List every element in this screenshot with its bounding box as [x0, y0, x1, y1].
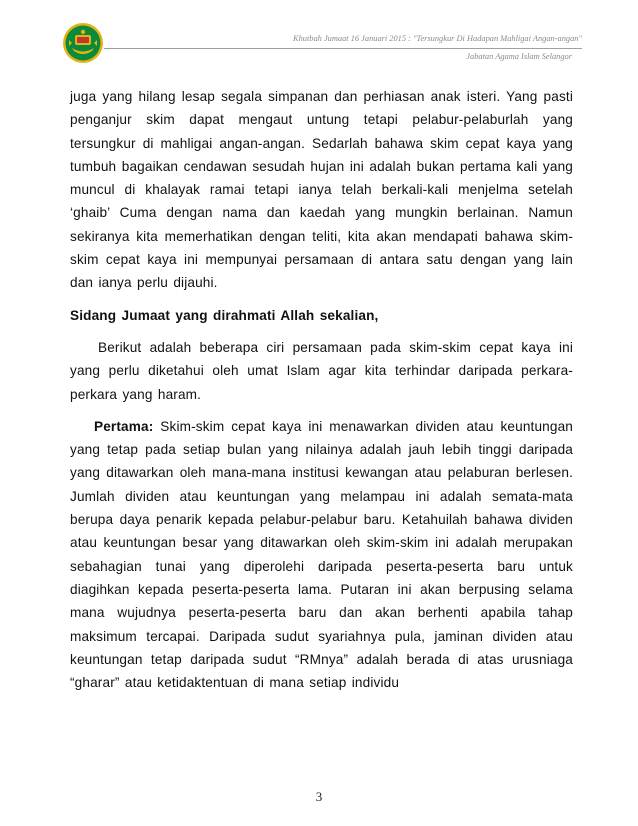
- document-body: [70, 85, 573, 703]
- jais-emblem-icon: [62, 22, 104, 64]
- paragraph-lead: Pertama:: [94, 418, 154, 434]
- paragraph: juga yang hilang lesap segala simpanan dan perhiasan anak isteri. Yang pasti penganjur skim dapat mengaut untung tetapi pelabur-pelaburlah yang tersungkur di mahligai angan-angan. Sedarlah bahawa skim cepat kaya yang tumbuh bagaikan cendawan sesudah hujan ini adalah bukan pertama kali yang muncul di khalayak ramai tetapi ianya telah berkali-kali menjelma setelah ‘ghaib’ Cuma dengan nama dan kaedah yang mungkin berlainan. Namun sekiranya kita memerhatikan dengan teliti, kita akan mendapati bahawa skim-skim cepat kaya ini mempunyai persamaan di antara satu dengan yang lain dan ianya perlu dijauhi.: [70, 89, 573, 291]
- page-header: [0, 0, 638, 80]
- section-heading: Sidang Jumaat yang dirahmati Allah sekalian,: [70, 307, 379, 323]
- header-title: Khutbah Jumaat 16 Januari 2015 : "Tersungkur Di Hadapan Mahligai Angan-angan": [293, 34, 582, 43]
- page-number: 3: [315, 789, 323, 804]
- paragraph-text: Skim-skim cepat kaya ini menawarkan dividen atau keuntungan yang tetap pada setiap bulan yang nilainya adalah jauh lebih tinggi daripada yang ditawarkan oleh mana-mana institusi kewangan atau pelaburan berlesen. Jumlah dividen atau keuntungan yang melampau ini adalah semata-mata berupa daya penarik kepada pelabur-pelabur baru. Ketahuilah bahawa dividen atau keuntungan besar yang ditawarkan oleh skim-skim ini adalah merupakan sebahagian tunai yang diperolehi daripada peserta-peserta baru untuk diagihkan kepada peserta-peserta lama. Putaran ini akan berpusing selama mana wujudnya peserta-peserta baru dan akan berhenti apabila tahap maksimum tercapai. Daripada sudut syariahnya pula, jaminan dividen atau keuntungan tetap daripada sudut “RMnya” adalah berada di atas urusniaga “gharar” atau ketidaktentuan di mana setiap individu: [70, 418, 574, 691]
- header-divider: [104, 48, 582, 49]
- header-organization: Jabatan Agama Islam Selangor: [466, 52, 572, 61]
- paragraph: [70, 415, 573, 695]
- paragraph: Berikut adalah beberapa ciri persamaan pada skim-skim cepat kaya ini yang perlu diketahui oleh umat Islam agar kita terhindar daripada perkara-perkara yang haram.: [70, 339, 573, 402]
